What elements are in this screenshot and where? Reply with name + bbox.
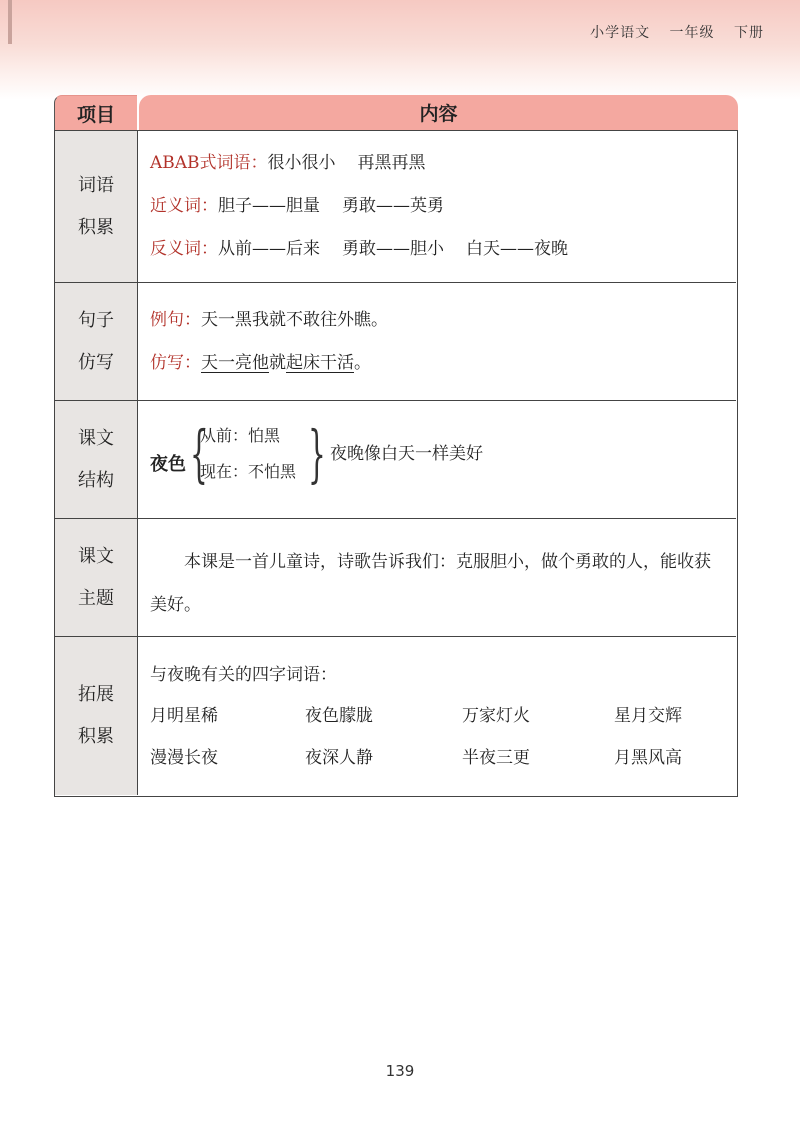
header-band [0,0,800,100]
row-label-line: 课文 [78,545,114,567]
antonym-pair: 勇敢——胆小 [342,239,444,259]
summary-table [54,95,738,797]
row-label-line: 仿写 [78,351,114,373]
imitation-part: 他 [252,353,269,373]
abab-word: 很小很小 [267,153,336,173]
binding-mark [8,0,12,44]
row-label-vocab [55,131,138,282]
page-header [590,22,764,42]
row-label-line: 结构 [78,469,114,491]
synonym-pair: 勇敢——英勇 [342,196,444,216]
row-content-extend [150,637,726,795]
word-list [150,655,710,779]
imitation-part: 就 [269,353,286,373]
idiom-item: 月明星稀 [150,706,218,726]
row-label-line: 课文 [78,427,114,449]
table-row-extend [55,637,736,795]
row-label-line: 主题 [78,587,114,609]
idiom-item: 漫漫长夜 [150,748,218,768]
row-label-line: 词语 [78,174,114,196]
row-label-line: 句子 [78,309,114,331]
imitation-label: 仿写： [150,353,201,373]
example-text: 天一黑我就不敢往外瞧。 [201,310,388,330]
abab-word: 再黑再黑 [357,153,426,173]
idiom-item: 半夜三更 [462,748,530,768]
column-header-item: 项目 [54,95,137,130]
theme-text: 本课是一首儿童诗，诗歌告诉我们：克服胆小，做个勇敢的人，能收获美好。 [150,552,711,615]
idiom-item: 万家灯火 [462,706,530,726]
idiom-item: 夜色朦胧 [305,706,373,726]
structure-branch: 从前：怕黑 [200,426,281,445]
row-content-structure [150,401,726,518]
row-label-line: 积累 [78,726,114,747]
imitation-part: 亮 [235,353,252,373]
antonym-line [150,228,726,271]
synonym-label: 近义词： [150,196,218,216]
column-header-content: 内容 [139,95,738,130]
table-row-sentence [55,283,736,401]
row-label-theme [55,519,138,636]
table-row-structure [55,401,736,519]
idiom-item: 夜深人静 [305,748,373,768]
example-label: 例句： [150,310,201,330]
right-brace-icon: } [308,417,326,490]
row-label-line: 积累 [78,216,114,238]
row-label-extend [55,637,138,795]
row-content-sentence [150,299,726,400]
structure-result: 夜晚像白天一样美好 [330,444,483,464]
row-content-vocab [150,142,726,282]
table-body [54,130,738,797]
idiom-item: 星月交辉 [614,706,682,726]
imitation-part: 天一 [201,353,235,373]
row-label-structure [55,401,138,518]
abab-label: ABAB式词语： [150,153,268,173]
synonym-line [150,185,726,228]
row-label-line: 拓展 [78,684,114,705]
idiom-item: 月黑风高 [614,748,682,768]
structure-key: 夜色 [150,454,186,475]
left-brace-icon: { [190,417,208,490]
row-label-sentence [55,283,138,400]
antonym-pair: 从前——后来 [218,239,320,259]
table-row-theme [55,519,736,637]
example-sentence [150,299,726,342]
structure-branch: 现在：不怕黑 [200,462,297,481]
imitation-sentence [150,342,726,385]
structure-diagram [150,417,550,491]
imitation-part: 起床干活 [286,353,354,373]
word-list-intro: 与夜晚有关的四字词语： [150,665,337,685]
abab-line [150,142,726,185]
header-subject: 小学语文 [590,25,651,41]
imitation-part: 。 [354,353,371,373]
synonym-pair: 胆子——胆量 [218,196,320,216]
table-row-vocab [55,131,736,283]
header-volume: 下册 [734,25,764,41]
antonym-label: 反义词： [150,239,218,259]
antonym-pair: 白天——夜晚 [466,239,568,259]
page-number: 139 [385,1062,415,1080]
header-grade: 一年级 [669,25,715,41]
word-grid [150,695,710,779]
